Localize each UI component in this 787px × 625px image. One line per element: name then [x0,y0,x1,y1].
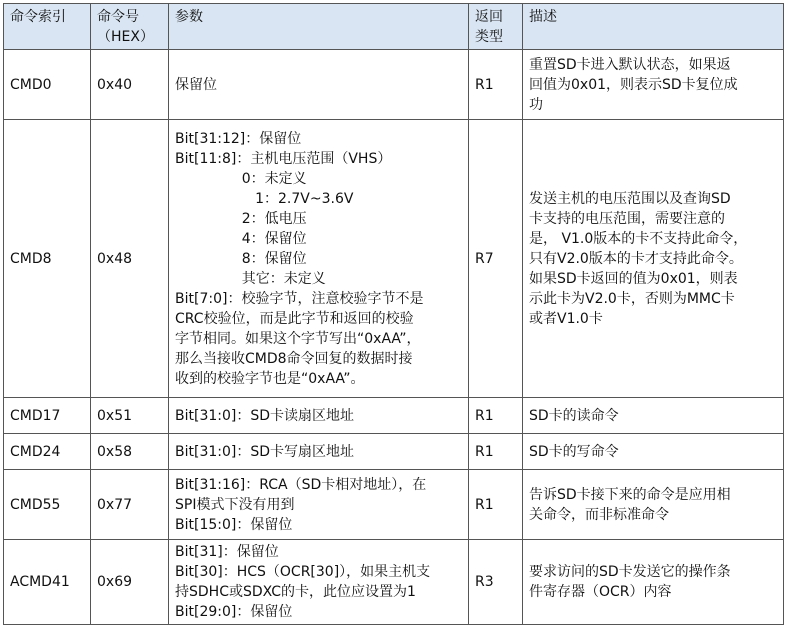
cell-type: R3 [469,540,523,625]
cell-type: R1 [469,50,523,120]
desc-line: 关命令，而非标准命令 [529,506,669,523]
param-line: Bit[31:0]：SD卡写扇区地址 [175,443,355,460]
desc-line: 件寄存器（OCR）内容 [529,584,672,600]
cell-desc [523,120,784,398]
param-line: Bit[30]：HCS（OCR[30]），如果主机支 [175,564,431,580]
command-table [3,3,784,625]
header-params: 参数 [169,4,469,50]
table-row [4,434,784,470]
table-row [4,398,784,434]
cell-params [169,470,469,540]
param-line: CRC校验位，而是此字节和返回的校验 [175,310,414,327]
cell-index: CMD24 [4,434,91,470]
table-row [4,540,784,625]
cell-code: 0x40 [91,50,169,120]
param-line: Bit[7:0]：校验字节，注意校验字节不是 [175,290,424,307]
param-line: SPI模式下没有用到 [175,496,295,513]
cell-code: 0x51 [91,398,169,434]
param-line: 那么当接收CMD8命令回复的数据时接 [175,350,413,367]
desc-line: 卡支持的电压范围，需要注意的 [529,210,725,227]
cell-type: R1 [469,470,523,540]
param-line: Bit[31:0]：SD卡读扇区地址 [175,407,355,424]
param-line: Bit[11:8]：主机电压范围（VHS） [175,150,392,167]
desc-line: 重置SD卡进入默认状态，如果返 [529,56,731,73]
cell-code: 0x69 [91,540,169,625]
desc-line: 告诉SD卡接下来的命令是应用相 [529,486,731,503]
table-row [4,120,784,398]
header-code: 命令号（HEX） [91,4,169,50]
header-type: 返回类型 [469,4,523,50]
param-line: 保留位 [175,76,217,93]
param-line: 2：低电压 [175,210,307,227]
desc-line: 是， V1.0版本的卡不支持此命令， [529,230,748,247]
desc-line: 如果SD卡返回的值为0x01，则表 [529,270,738,287]
param-line: Bit[31]：保留位 [175,544,279,560]
desc-line: SD卡的写命令 [529,443,619,460]
table-row [4,470,784,540]
header-index: 命令索引 [4,4,91,50]
param-line: Bit[31:16]：RCA（SD卡相对地址），在 [175,476,427,493]
desc-line: 示此卡为V2.0卡，否则为MMC卡 [529,290,735,307]
cell-desc [523,434,784,470]
cell-params [169,398,469,434]
param-line: 持SDHC或SDXC的卡，此位应设置为1 [175,584,416,600]
cell-desc [523,540,784,625]
header-row [4,4,784,50]
param-line: 其它：未定义 [175,270,326,287]
cell-index: CMD0 [4,50,91,120]
cell-type: R7 [469,120,523,398]
cell-index: CMD8 [4,120,91,398]
cell-type: R1 [469,434,523,470]
desc-line: 只有V2.0版本的卡才支持此命令。 [529,250,743,267]
cell-index: CMD17 [4,398,91,434]
param-line: 4：保留位 [175,230,307,247]
cell-params [169,434,469,470]
cell-desc [523,50,784,120]
param-line: Bit[29:0]：保留位 [175,604,293,620]
desc-line: 回值为0x01，则表示SD卡复位成 [529,76,738,93]
desc-line: 要求访问的SD卡发送它的操作条 [529,564,731,580]
param-line: Bit[31:12]：保留位 [175,130,302,147]
cell-desc [523,398,784,434]
param-line: 8：保留位 [175,250,307,267]
param-line: 0：未定义 [175,170,307,187]
param-line: 字节相同。如果这个字节写出“0xAA”， [175,330,421,347]
param-line: Bit[15:0]：保留位 [175,516,293,533]
param-line: 收到的校验字节也是“0xAA”。 [175,370,365,387]
cell-params [169,120,469,398]
cell-type: R1 [469,398,523,434]
desc-line: 功 [529,96,543,113]
cell-params [169,540,469,625]
table-row [4,50,784,120]
desc-line: SD卡的读命令 [529,407,619,424]
cell-params [169,50,469,120]
cell-index: CMD55 [4,470,91,540]
desc-line: 或者V1.0卡 [529,310,603,327]
param-line: 1：2.7V~3.6V [175,190,354,207]
cell-index: ACMD41 [4,540,91,625]
cell-code: 0x77 [91,470,169,540]
desc-line: 发送主机的电压范围以及查询SD [529,190,731,207]
cell-code: 0x48 [91,120,169,398]
cell-code: 0x58 [91,434,169,470]
header-desc: 描述 [523,4,784,50]
cell-desc [523,470,784,540]
